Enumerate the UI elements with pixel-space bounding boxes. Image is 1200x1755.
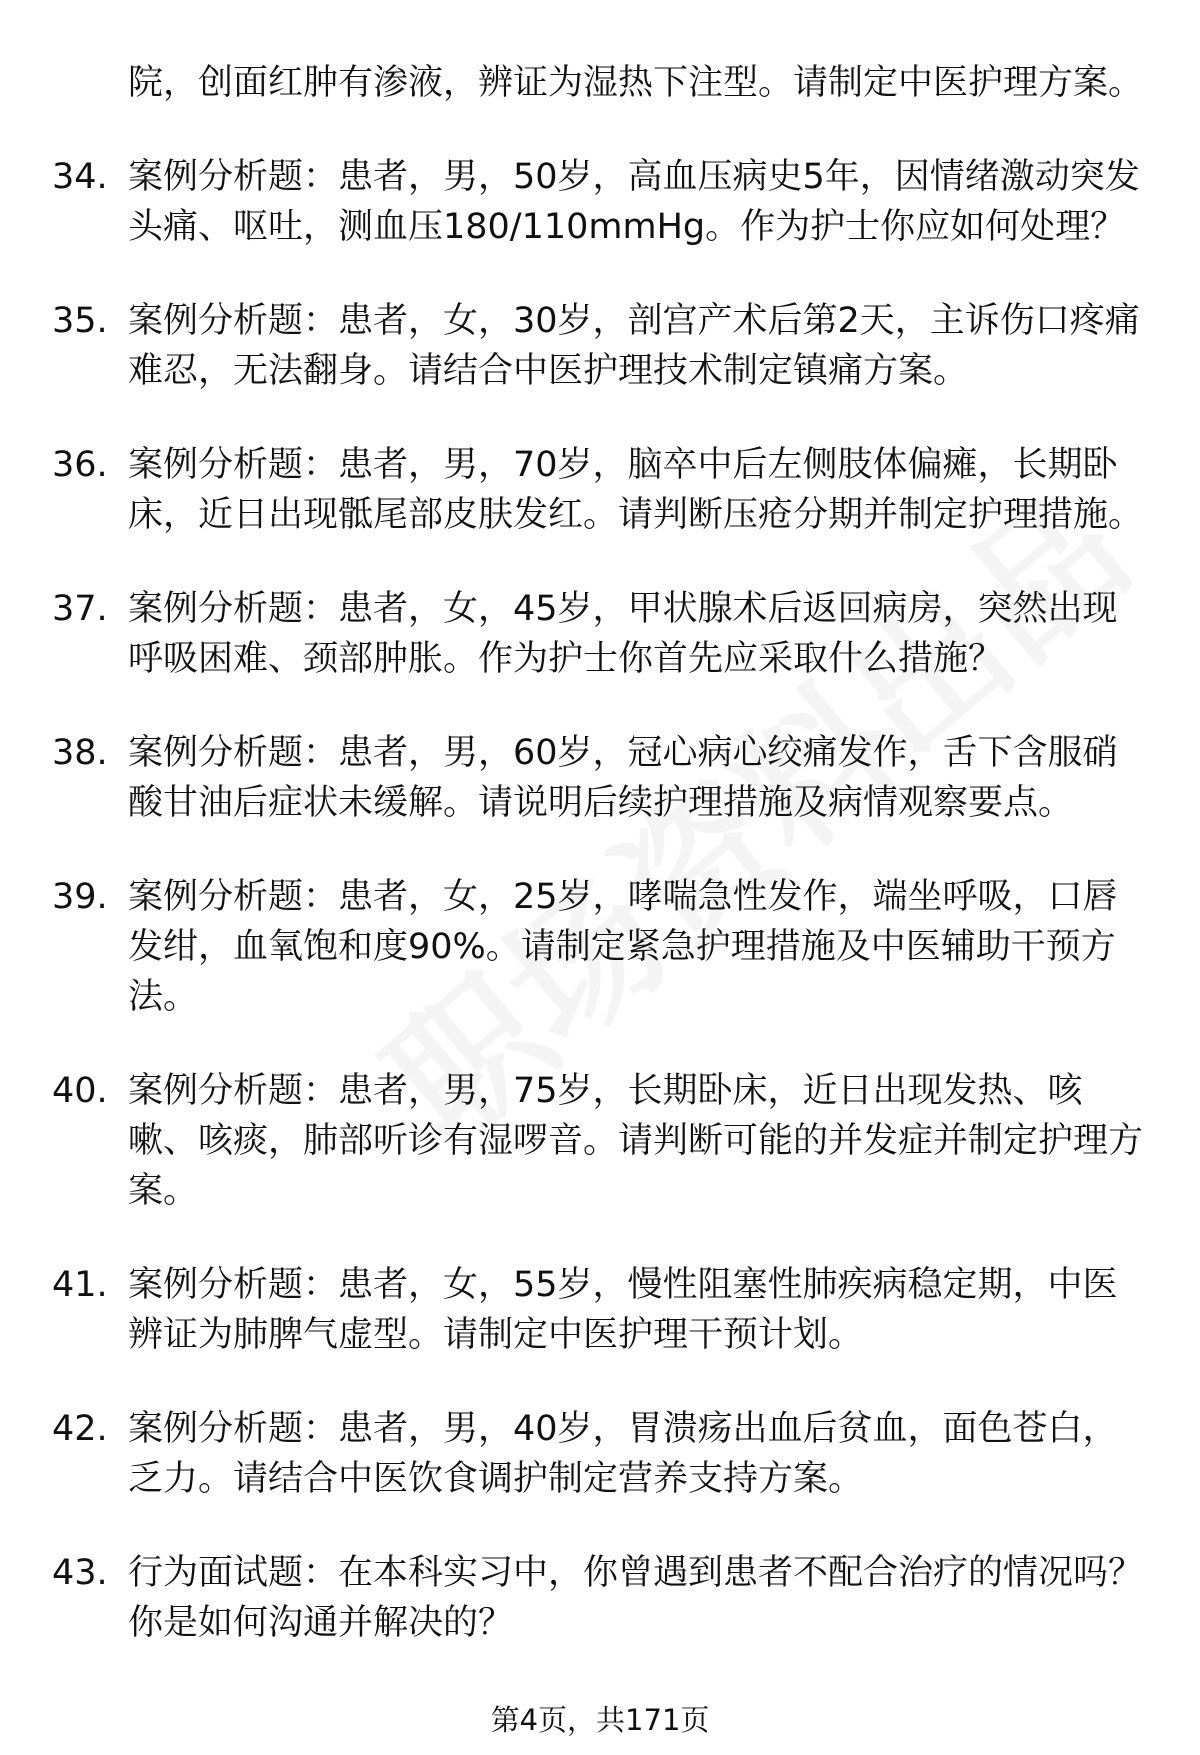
question-text: 案例分析题：患者，男，75岁，长期卧床，近日出现发热、咳嗽、咳痰，肺部听诊有湿啰音。请判断可能的并发症并制定护理方案。 bbox=[128, 1071, 1144, 1211]
question-number: 38. bbox=[52, 733, 108, 773]
question-number: 42. bbox=[52, 1409, 108, 1449]
question-item bbox=[52, 1404, 1152, 1504]
page-footer: 第4页，共171页 bbox=[490, 1703, 710, 1737]
question-number: 34. bbox=[52, 157, 108, 197]
question-item bbox=[52, 1066, 1152, 1216]
question-item bbox=[52, 1548, 1152, 1648]
question-text: 案例分析题：患者，男，70岁，脑卒中后左侧肢体偏瘫，长期卧床，近日出现骶尾部皮肤发红。请判断压疮分期并制定护理措施。 bbox=[128, 445, 1144, 535]
question-number: 40. bbox=[52, 1071, 108, 1111]
question-item bbox=[52, 584, 1152, 684]
question-item bbox=[52, 728, 1152, 828]
question-continuation: 院，创面红肿有渗液，辨证为湿热下注型。请制定中医护理方案。 bbox=[128, 63, 1144, 103]
question-number: 43. bbox=[52, 1553, 108, 1593]
question-text: 案例分析题：患者，女，45岁，甲状腺术后返回病房，突然出现呼吸困难、颈部肿胀。作为护士你首先应采取什么措施？ bbox=[128, 589, 1118, 679]
question-number: 37. bbox=[52, 589, 108, 629]
question-text: 案例分析题：患者，女，55岁，慢性阻塞性肺疾病稳定期，中医辨证为肺脾气虚型。请制定中医护理干预计划。 bbox=[128, 1265, 1118, 1355]
question-text: 案例分析题：患者，男，60岁，冠心病心绞痛发作，舌下含服硝酸甘油后症状未缓解。请说明后续护理措施及病情观察要点。 bbox=[128, 733, 1118, 823]
question-item bbox=[52, 1260, 1152, 1360]
question-number: 36. bbox=[52, 445, 108, 485]
question-number: 39. bbox=[52, 877, 108, 917]
question-text: 案例分析题：患者，女，30岁，剖宫产术后第2天，主诉伤口疼痛难忍，无法翻身。请结合中医护理技术制定镇痛方案。 bbox=[128, 301, 1140, 391]
question-list bbox=[52, 58, 1152, 1692]
question-number: 41. bbox=[52, 1265, 108, 1305]
question-item bbox=[52, 440, 1152, 540]
question-item bbox=[52, 152, 1152, 252]
question-text: 案例分析题：患者，男，40岁，胃溃疡出血后贫血，面色苍白，乏力。请结合中医饮食调护制定营养支持方案。 bbox=[128, 1409, 1118, 1499]
question-text: 案例分析题：患者，女，25岁，哮喘急性发作，端坐呼吸，口唇发绀，血氧饱和度90%。请制定紧急护理措施及中医辅助干预方法。 bbox=[128, 877, 1118, 1017]
question-number: 35. bbox=[52, 301, 108, 341]
question-item bbox=[52, 296, 1152, 396]
question-text: 行为面试题：在本科实习中，你曾遇到患者不配合治疗的情况吗？你是如何沟通并解决的？ bbox=[128, 1553, 1144, 1643]
question-text: 案例分析题：患者，男，50岁，高血压病史5年，因情绪激动突发头痛、呕吐，测血压180/110mmHg。作为护士你应如何处理？ bbox=[128, 157, 1140, 247]
question-item bbox=[52, 872, 1152, 1022]
